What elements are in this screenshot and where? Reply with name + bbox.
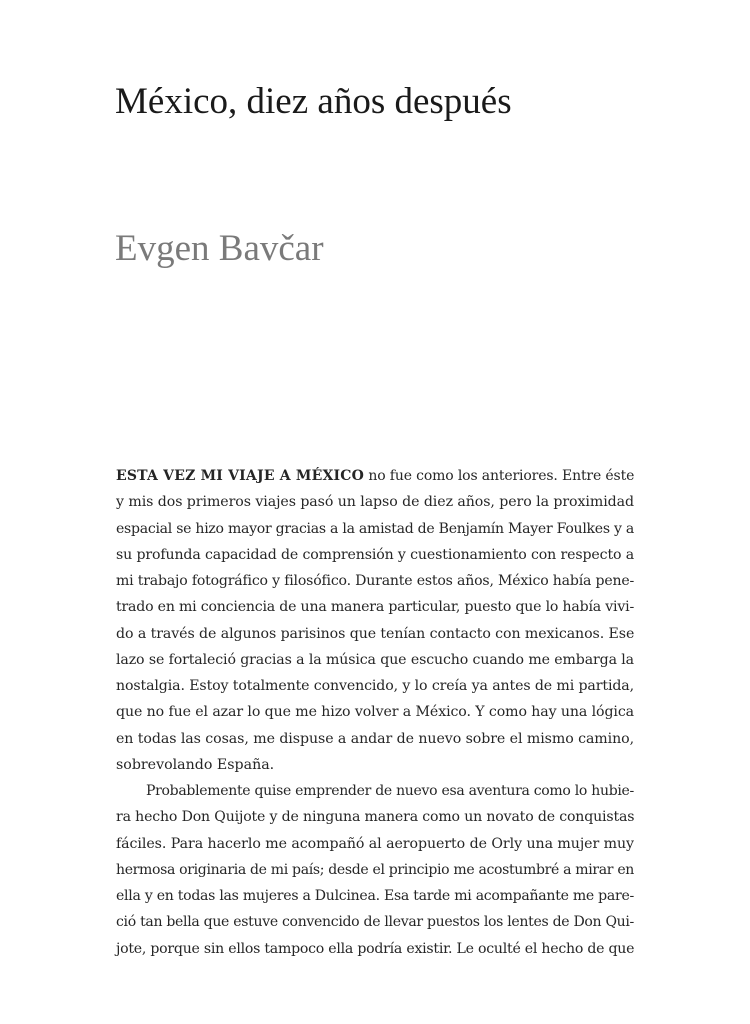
- text-line: sobrevolando España.: [116, 756, 275, 773]
- text-line: fáciles. Para hacerlo me acompañó al aeropuerto de Orly una mujer muy: [116, 835, 634, 852]
- paragraph: [116, 463, 636, 778]
- text-line: jote, porque sin ellos tampoco ella podría existir. Le oculté el hecho de que: [116, 940, 635, 957]
- text-line: ció tan bella que estuve convencido de llevar puestos los lentes de Don Qui-: [116, 914, 634, 931]
- text-line: Probablemente quise emprender de nuevo esa aventura como lo hubie-: [146, 783, 634, 799]
- text-line: y mis dos primeros viajes pasó un lapso de diez años, pero la proximidad: [116, 494, 634, 511]
- text-line: trado en mi conciencia de una manera particular, puesto que lo había vivi-: [116, 599, 635, 616]
- text-line: que no fue el azar lo que me hizo volver a México. Y como hay una lógica: [116, 704, 634, 721]
- text-line: su profunda capacidad de comprensión y cuestionamiento con respecto a: [116, 546, 635, 563]
- body-text: [116, 463, 636, 962]
- text-line: do a través de algunos parisinos que tenían contacto con mexicanos. Ese: [116, 625, 635, 642]
- text-line: ella y en todas las mujeres a Dulcinea. Esa tarde mi acompañante me pare-: [116, 888, 634, 904]
- text-line: espacial se hizo mayor gracias a la amistad de Benjamín Mayer Foulkes y a: [116, 520, 634, 537]
- text-line: hermosa originaria de mi país; desde el principio me acostumbré a mirar en: [116, 861, 634, 878]
- text-line: en todas las cosas, me dispuse a andar de nuevo sobre el mismo camino,: [116, 730, 635, 747]
- chapter-title: México, diez años después: [115, 81, 512, 122]
- author-name: Evgen Bavčar: [115, 228, 324, 269]
- text-line: lazo se fortaleció gracias a la música que escucho cuando me embarga la: [116, 651, 634, 668]
- text-line: mi trabajo fotográfico y filosófico. Durante estos años, México había pene-: [116, 573, 635, 589]
- text-line: nostalgia. Estoy totalmente convencido, y lo creía ya antes de mi partida,: [116, 678, 634, 694]
- text-line: [116, 463, 634, 489]
- paragraph: [116, 778, 636, 962]
- text-line-content: no fue como los anteriores. Entre éste: [364, 468, 635, 484]
- text-line: ra hecho Don Quijote y de ninguna manera como un novato de conquistas: [116, 809, 635, 826]
- lead-in-smallcaps: ESTA VEZ MI VIAJE A MÉXICO: [116, 468, 365, 484]
